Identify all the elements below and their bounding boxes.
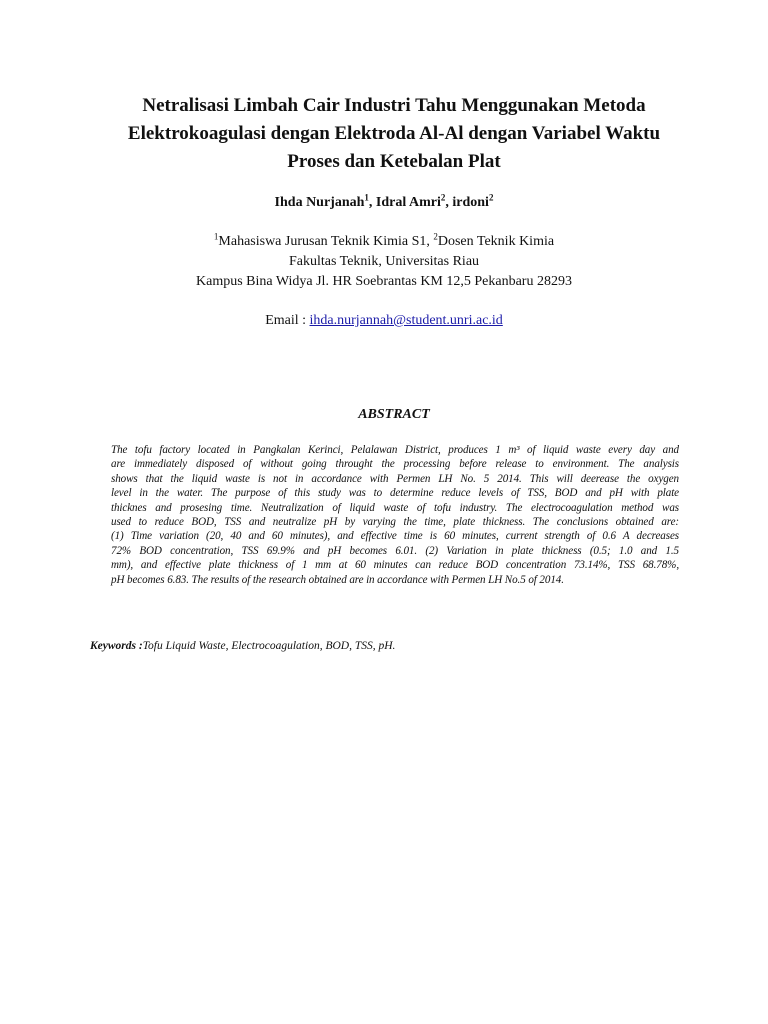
abstract-heading: ABSTRACT bbox=[358, 407, 430, 422]
keywords-label: Keywords : bbox=[90, 640, 143, 652]
abstract-line: thicknes and prosesing time. Neutralization of liquid waste of tofu industry. The electrocoagulation method was bbox=[111, 501, 679, 514]
author-affiliation-mark: 2 bbox=[440, 192, 446, 203]
email-label: Email : bbox=[265, 313, 310, 328]
abstract-line: 72% BOD concentration, TSS 69.9% and pH becomes 6.01. (2) Variation in plate thickness (0.5; 1.0 and 1.5 bbox=[111, 544, 679, 557]
email-line bbox=[0, 313, 768, 329]
title-line: Elektrokoagulasi dengan Elektroda Al-Al dengan Variabel Waktu bbox=[127, 123, 661, 144]
author-separator: , bbox=[445, 195, 453, 210]
abstract-line: mm), and effective plate thickness of 1 mm at 60 minutes can reduce BOD concentration 73.14%, TSS 68.78%, bbox=[111, 559, 679, 572]
affiliation-faculty: Fakultas Teknik, Universitas Riau bbox=[288, 254, 480, 269]
abstract-line: level in the water. The purpose of this study was to determine reduce levels of TSS, BOD and pH with plate bbox=[111, 487, 679, 500]
abstract-line: The tofu factory located in Pangkalan Kerinci, Pelalawan District, produces 1 m³ of liquid waste every day and bbox=[111, 444, 679, 456]
keywords-text: Tofu Liquid Waste, Electrocoagulation, BOD, TSS, pH. bbox=[142, 640, 396, 652]
author-name: irdoni bbox=[452, 195, 489, 210]
author-name: Idral Amri bbox=[375, 195, 441, 210]
abstract-line: used to reduce BOD, TSS and neutralize pH by varying the time, plate thickness. The conclusions obtained are: bbox=[111, 516, 679, 529]
title-line: Proses dan Ketebalan Plat bbox=[287, 151, 501, 172]
affiliation-block bbox=[0, 232, 768, 292]
abstract-line: pH becomes 6.83. The results of the research obtained are in accordance with Permen LH No.5 of 2014. bbox=[111, 573, 564, 586]
abstract-line: shows that the liquid waste is not in accordance with Permen LH No. 5 2014. This will deerease the oxygen bbox=[111, 472, 679, 485]
author-list bbox=[0, 192, 768, 211]
affiliation-address: Kampus Bina Widya Jl. HR Soebrantas KM 12,5 Pekanbaru 28293 bbox=[196, 274, 572, 289]
title-line: Netralisasi Limbah Cair Industri Tahu Menggunakan Metoda bbox=[142, 95, 646, 116]
affiliation-dept: Dosen Teknik Kimia bbox=[437, 234, 555, 249]
author-affiliation-mark: 2 bbox=[488, 192, 494, 203]
affiliation-mark: 2 bbox=[433, 231, 438, 242]
affiliation-mark: 1 bbox=[213, 231, 219, 242]
abstract-line: (1) Time variation (20, 40 and 60 minutes), and effective time is 60 minutes, current strength of 0.6 A decreases bbox=[111, 530, 679, 543]
paper-title bbox=[80, 92, 708, 176]
affiliation-dept: Mahasiswa Jurusan Teknik Kimia S1, bbox=[218, 234, 434, 249]
abstract-body bbox=[111, 443, 679, 587]
author-separator: , bbox=[368, 195, 376, 210]
keywords-line bbox=[90, 640, 690, 652]
author-affiliation-mark: 1 bbox=[364, 192, 369, 203]
email-link[interactable]: ihda.nurjannah@student.unri.ac.id bbox=[309, 313, 503, 328]
abstract-line: are immediately disposed of without going throught the processing before release to environment. The analysis bbox=[111, 458, 679, 471]
affiliation-departments bbox=[0, 232, 768, 252]
author-name: Ihda Nurjanah bbox=[274, 195, 365, 210]
